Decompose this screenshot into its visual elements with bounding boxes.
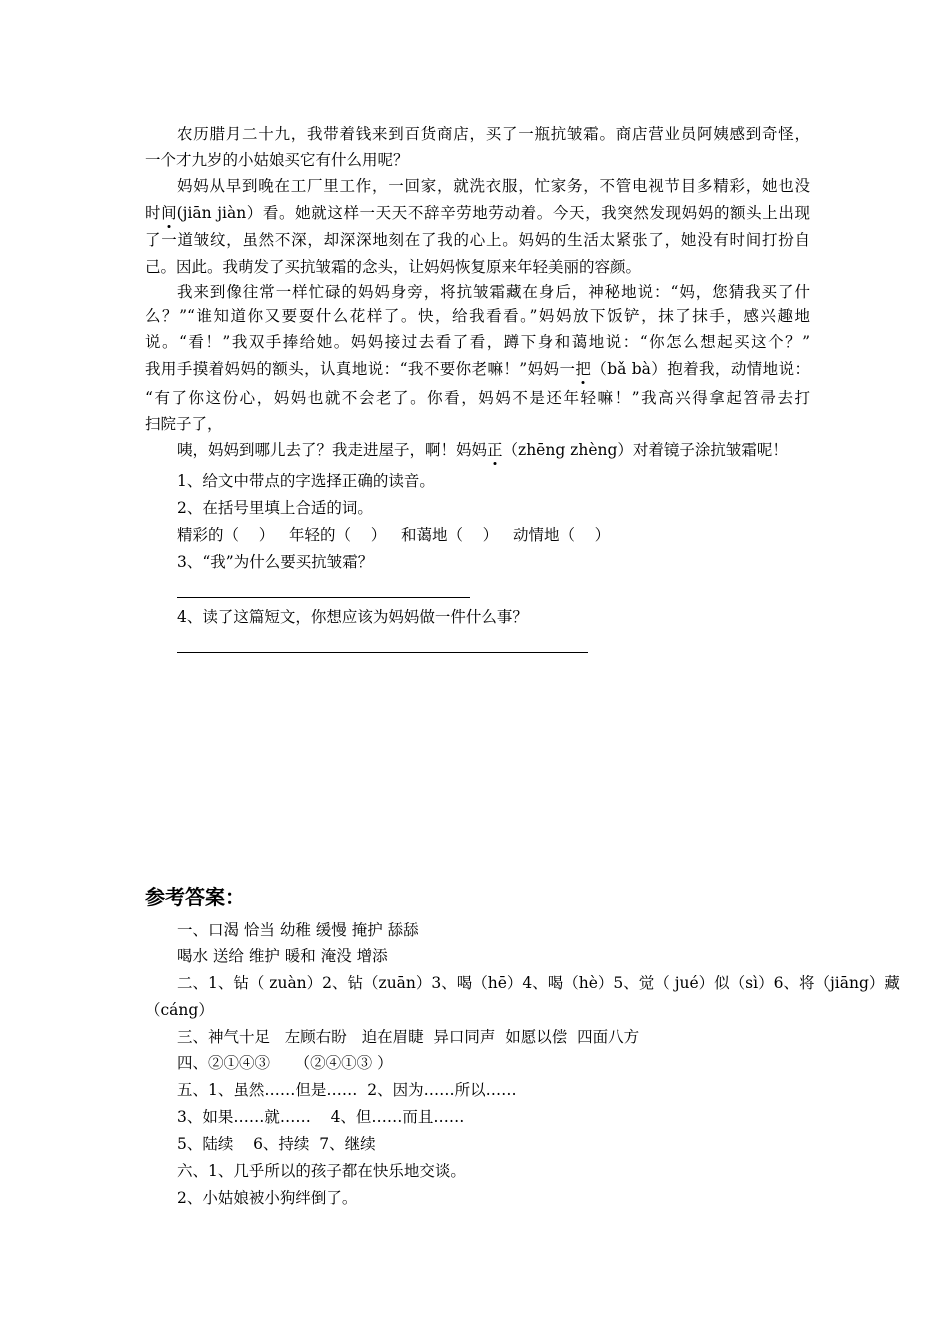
passage-line: 一个才九岁的小姑娘买它有什么用呢？ [145, 151, 409, 169]
dotted-character: 把 [575, 360, 591, 378]
passage-line: 说。“看！”我双手捧给她。妈妈接过去看了看，蹲下身和蔼地说：“你怎么想起买这个？” [145, 333, 810, 351]
passage-line-with-dotted-char [145, 440, 810, 460]
answer-line-text: 喝水 送给 维护 暖和 淹没 增添 [177, 947, 388, 965]
answer-line-text: 5、陆续 6、持续 7、继续 [177, 1135, 376, 1153]
passage-line-with-dotted-char [145, 359, 810, 379]
passage-line: 了一道皱纹，虽然不深，却深深地刻在了我的心上。妈妈的生活太紧张了，她没有时间打扮自 [145, 231, 810, 249]
passage-text: （zhēng zhèng）对着镜子涂抗皱霜呢！ [502, 441, 788, 459]
question-2-blanks: 精彩的（ ） 年轻的（ ） 和蔼地（ ） 动情地（ ） [177, 526, 611, 544]
dotted-character: 间 [161, 204, 177, 222]
answer-line-text: 四、②①④③ （②④①③ ） [177, 1054, 393, 1072]
answer-line-text: 五、1、虽然……但是…… 2、因为……所以…… [177, 1081, 517, 1099]
dotted-character: 正 [487, 441, 503, 459]
passage-line-with-dotted-char [145, 203, 810, 223]
answer-line [177, 597, 470, 598]
answer-line-text: 二、1、钻（ zuàn）2、钻（zuān）3、喝（hē）4、喝（hè）5、觉（ jué）似（sì）6、将（jiāng）藏 [177, 974, 900, 992]
answer-line-text: （cáng） [145, 1001, 214, 1019]
question-1: 1、给文中带点的字选择正确的读音。 [177, 472, 435, 490]
passage-text: 时 [145, 204, 162, 222]
answer-line-text: 3、如果……就…… 4、但……而且…… [177, 1108, 465, 1126]
answer-line-text: 三、神气十足 左顾右盼 迫在眉睫 异口同声 如愿以偿 四面八方 [177, 1028, 640, 1046]
passage-line: 我来到像往常一样忙碌的妈妈身旁，将抗皱霜藏在身后，神秘地说：“妈，您猜我买了什 [177, 283, 810, 301]
passage-line: 己。因此。我萌发了买抗皱霜的念头，让妈妈恢复原来年轻美丽的容颜。 [145, 258, 642, 276]
passage-text: 我用手摸着妈妈的额头，认真地说：“我不要你老嘛！”妈妈一 [145, 360, 576, 378]
answer-line-text: 一、口渴 恰当 幼稚 缓慢 掩护 舔舔 [177, 921, 419, 939]
passage-line: 妈妈从早到晚在工厂里工作，一回家，就洗衣服，忙家务，不管电视节目多精彩，她也没 [177, 177, 810, 195]
answers-heading: 参考答案： [145, 885, 245, 909]
passage-text: （bǎ bà）抱着我，动情地说： [590, 360, 810, 378]
question-3: 3、“我”为什么要买抗皱霜？ [177, 553, 374, 571]
passage-line: “有了你这份心，妈妈也就不会老了。你看，妈妈不是还年轻嘛！”我高兴得拿起笤帚去打 [145, 389, 810, 407]
answer-line-text: 2、小姑娘被小狗绊倒了。 [177, 1189, 358, 1207]
passage-line: 么？”“谁知道你又要耍什么花样了。快，给我看看。”妈妈放下饭铲，抹了抹手，感兴趣地 [145, 307, 810, 325]
passage-text: 咦，妈妈到哪儿去了？我走进屋子，啊！妈妈 [177, 441, 488, 459]
answer-line-text: 六、1、几乎所以的孩子都在快乐地交谈。 [177, 1162, 466, 1180]
passage-line: 农历腊月二十九，我带着钱来到百货商店，买了一瓶抗皱霜。商店营业员阿姨感到奇怪， [177, 125, 810, 143]
question-4: 4、读了这篇短文，你想应该为妈妈做一件什么事？ [177, 608, 528, 626]
passage-text: (jiān jiàn）看。她就这样一天天不辞辛劳地劳动着。今天，我突然发现妈妈的额头上出现 [176, 204, 810, 222]
answer-line [177, 652, 588, 653]
question-2: 2、在括号里填上合适的词。 [177, 499, 373, 517]
passage-line: 扫院子了， [145, 415, 223, 433]
